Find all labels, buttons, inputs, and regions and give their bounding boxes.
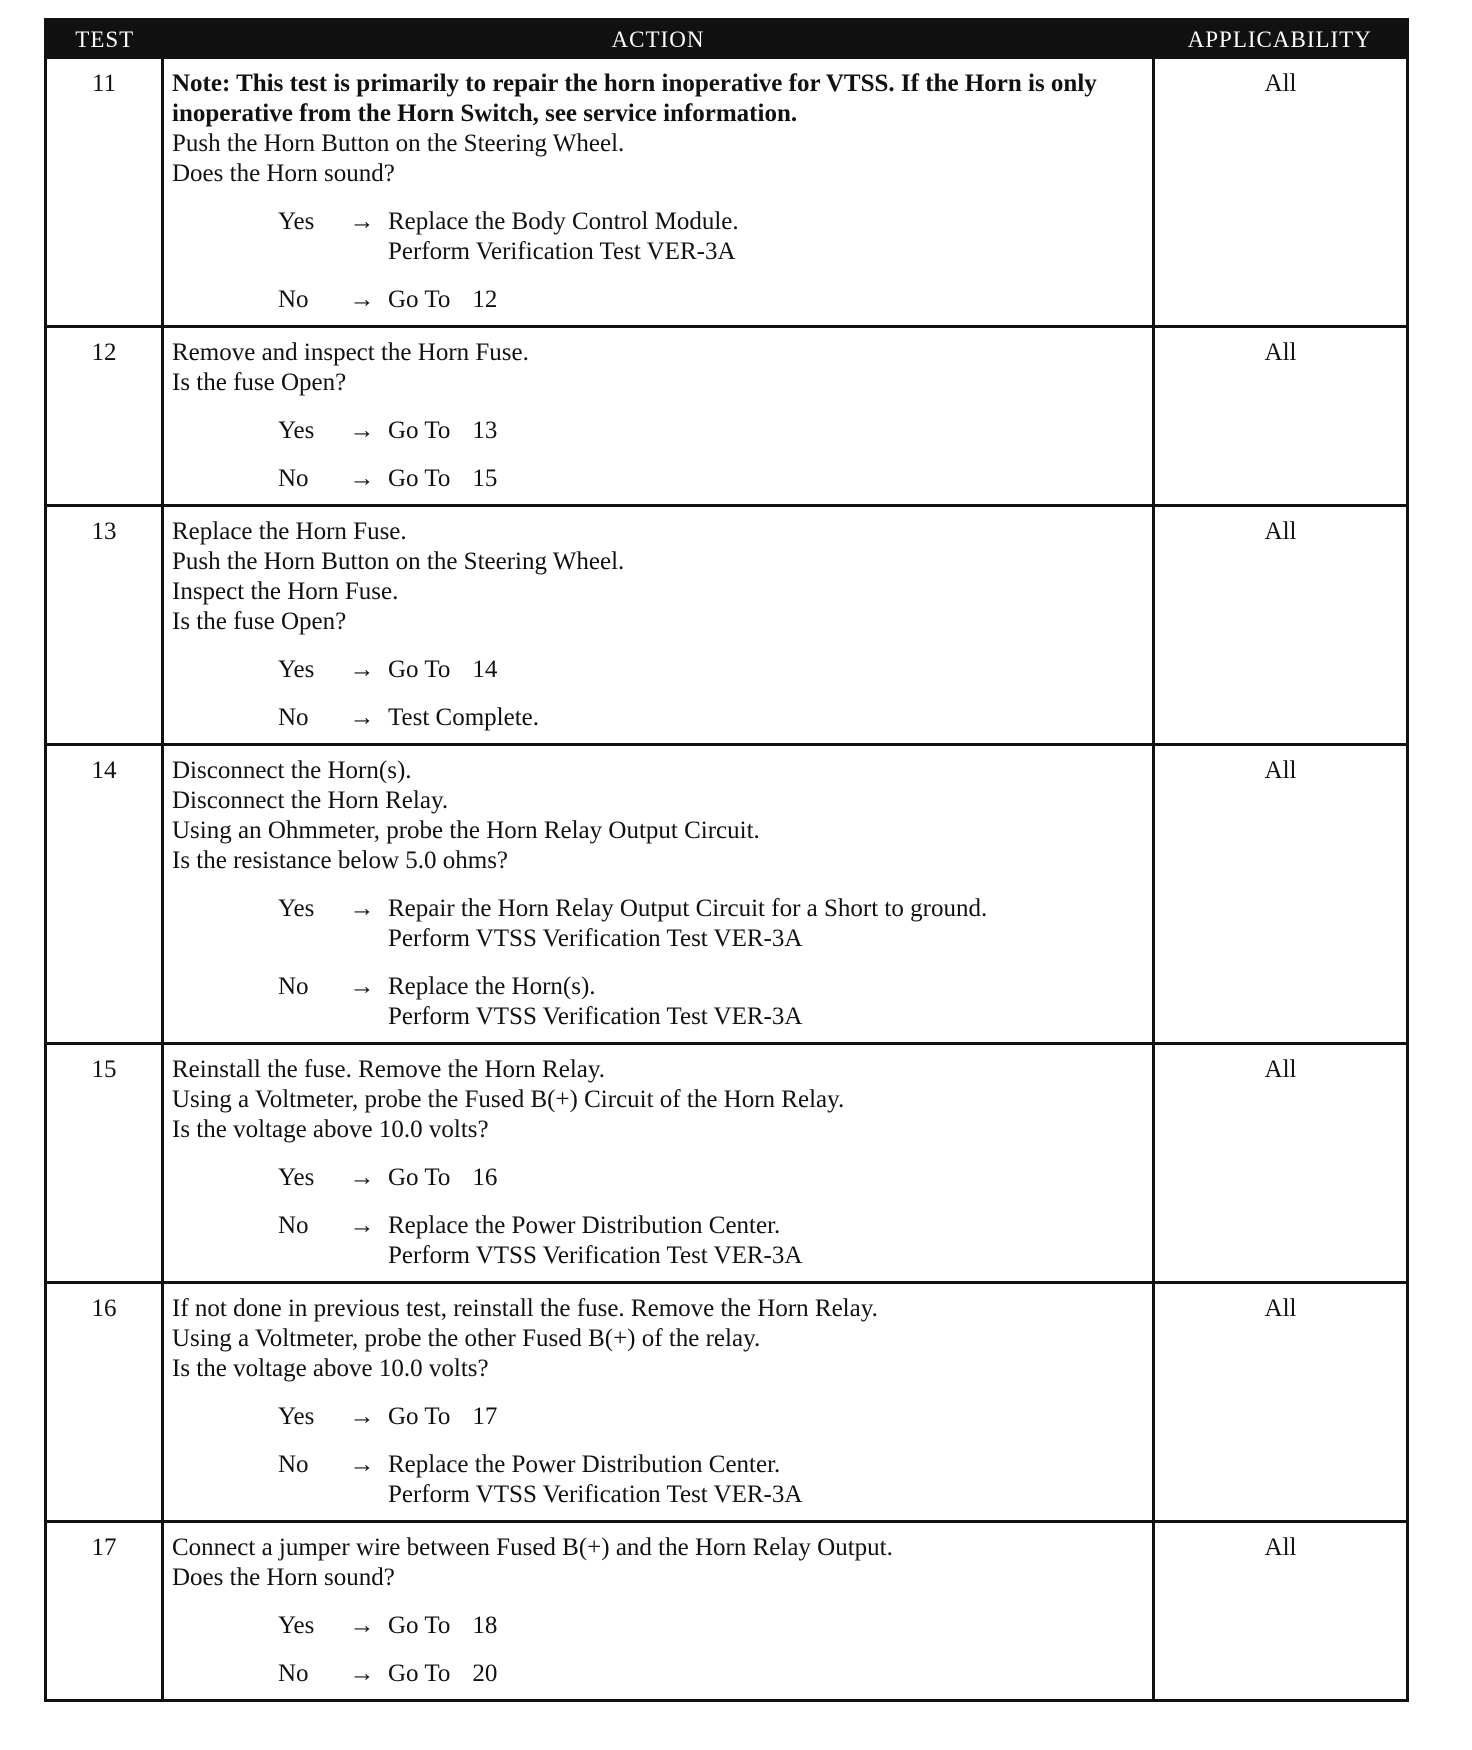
result-line: Test Complete. [388, 704, 540, 731]
arrow-icon: → [349, 1451, 375, 1478]
result-line: Replace the Power Distribution Center. [388, 1451, 781, 1478]
instruction-line: Connect a jumper wire between Fused B(+) and the Horn Relay Output. [172, 1534, 893, 1561]
applicability-cell: All [1154, 327, 1408, 506]
instruction-line: Does the Horn sound? [172, 160, 395, 187]
diagnostic-table [44, 18, 1409, 1702]
test-number: 11 [46, 59, 163, 327]
table-row [46, 1522, 1408, 1701]
yes-outcome [278, 894, 1146, 954]
goto-text: Go To [388, 417, 451, 444]
result-line: Perform Verification Test VER-3A [388, 238, 736, 265]
no-outcome [278, 1450, 1146, 1510]
goto-line [388, 464, 497, 494]
goto-text: Go To [388, 286, 451, 313]
instruction-line: Push the Horn Button on the Steering Wheel. [172, 548, 625, 575]
arrow-icon: → [349, 1212, 375, 1239]
no-outcome [278, 464, 1146, 494]
header-applicability: APPLICABILITY [1154, 20, 1408, 60]
result-line: Replace the Power Distribution Center. [388, 1212, 781, 1239]
no-result [388, 285, 497, 315]
arrow-icon: → [349, 704, 375, 731]
yes-result [388, 1163, 497, 1193]
yes-result [388, 207, 739, 267]
no-label: No [278, 1212, 309, 1239]
yes-result [388, 1611, 497, 1641]
table-row [46, 1283, 1408, 1522]
yes-label: Yes [278, 1164, 315, 1191]
goto-text: Go To [388, 1403, 451, 1430]
no-label: No [278, 465, 309, 492]
goto-line [388, 1163, 497, 1193]
no-result [388, 1211, 802, 1271]
table-row [46, 745, 1408, 1044]
action-cell [163, 1522, 1154, 1701]
no-label: No [278, 286, 309, 313]
instruction-line: Using an Ohmmeter, probe the Horn Relay Output Circuit. [172, 817, 760, 844]
goto-target: 16 [472, 1164, 498, 1191]
no-result [388, 1450, 802, 1510]
arrow-icon: → [349, 1403, 375, 1430]
goto-line [388, 1611, 497, 1641]
test-number: 17 [46, 1522, 163, 1701]
instruction-line: Inspect the Horn Fuse. [172, 578, 399, 605]
table-row [46, 59, 1408, 327]
no-outcome [278, 703, 1146, 733]
applicability-cell: All [1154, 59, 1408, 327]
goto-target: 14 [472, 656, 498, 683]
arrow-icon: → [349, 656, 375, 683]
goto-line [388, 1659, 497, 1689]
no-label: No [278, 973, 309, 1000]
applicability-cell: All [1154, 1283, 1408, 1522]
result-line: Perform VTSS Verification Test VER-3A [388, 1003, 803, 1030]
goto-text: Go To [388, 1612, 451, 1639]
action-cell [163, 327, 1154, 506]
no-outcome [278, 1659, 1146, 1689]
table-body [46, 59, 1408, 1701]
test-number: 15 [46, 1044, 163, 1283]
goto-target: 17 [472, 1403, 498, 1430]
instruction-line: Is the voltage above 10.0 volts? [172, 1116, 489, 1143]
instruction-line: Push the Horn Button on the Steering Wheel. [172, 130, 625, 157]
header-test: TEST [46, 20, 163, 60]
yes-result [388, 655, 497, 685]
no-label: No [278, 1660, 309, 1687]
diagnostic-page [44, 18, 1406, 1702]
no-result [388, 464, 497, 494]
action-cell [163, 745, 1154, 1044]
instruction-line: Reinstall the fuse. Remove the Horn Relay. [172, 1056, 605, 1083]
arrow-icon: → [349, 286, 375, 313]
yes-label: Yes [278, 417, 315, 444]
arrow-icon: → [349, 973, 375, 1000]
test-number: 16 [46, 1283, 163, 1522]
table-row [46, 1044, 1408, 1283]
table-row [46, 327, 1408, 506]
yes-outcome [278, 207, 1146, 267]
goto-target: 15 [472, 465, 498, 492]
test-number: 13 [46, 506, 163, 745]
goto-text: Go To [388, 1164, 451, 1191]
result-line: Replace the Horn(s). [388, 973, 596, 1000]
applicability-cell: All [1154, 745, 1408, 1044]
result-line: Replace the Body Control Module. [388, 208, 739, 235]
instruction-line: Using a Voltmeter, probe the Fused B(+) Circuit of the Horn Relay. [172, 1086, 845, 1113]
instruction-line: Is the resistance below 5.0 ohms? [172, 847, 509, 874]
yes-result [388, 894, 987, 954]
no-result [388, 1659, 497, 1689]
result-line: Repair the Horn Relay Output Circuit for a Short to ground. [388, 895, 988, 922]
result-line: Perform VTSS Verification Test VER-3A [388, 1481, 803, 1508]
no-outcome [278, 1211, 1146, 1271]
yes-outcome [278, 655, 1146, 685]
action-cell [163, 1283, 1154, 1522]
instruction-line: Disconnect the Horn(s). [172, 757, 412, 784]
goto-target: 13 [472, 417, 498, 444]
goto-target: 20 [472, 1660, 498, 1687]
action-cell [163, 506, 1154, 745]
instruction-line: Remove and inspect the Horn Fuse. [172, 339, 529, 366]
arrow-icon: → [349, 895, 375, 922]
yes-result [388, 416, 497, 446]
no-label: No [278, 1451, 309, 1478]
result-line: Perform VTSS Verification Test VER-3A [388, 925, 803, 952]
instruction-line: Does the Horn sound? [172, 1564, 395, 1591]
arrow-icon: → [349, 417, 375, 444]
yes-label: Yes [278, 208, 315, 235]
applicability-cell: All [1154, 1522, 1408, 1701]
arrow-icon: → [349, 1660, 375, 1687]
instruction-line: Replace the Horn Fuse. [172, 518, 407, 545]
arrow-icon: → [349, 465, 375, 492]
table-row [46, 506, 1408, 745]
goto-line [388, 655, 497, 685]
goto-line [388, 1402, 497, 1432]
yes-label: Yes [278, 656, 315, 683]
no-outcome [278, 285, 1146, 315]
test-number: 14 [46, 745, 163, 1044]
action-cell [163, 1044, 1154, 1283]
goto-target: 18 [472, 1612, 498, 1639]
yes-label: Yes [278, 895, 315, 922]
instruction-line: If not done in previous test, reinstall the fuse. Remove the Horn Relay. [172, 1295, 878, 1322]
yes-result [388, 1402, 497, 1432]
goto-text: Go To [388, 656, 451, 683]
instruction-line: Is the fuse Open? [172, 608, 347, 635]
yes-outcome [278, 1611, 1146, 1641]
yes-label: Yes [278, 1612, 315, 1639]
instruction-line: Using a Voltmeter, probe the other Fused B(+) of the relay. [172, 1325, 761, 1352]
goto-line [388, 285, 497, 315]
action-cell [163, 59, 1154, 327]
test-number: 12 [46, 327, 163, 506]
arrow-icon: → [349, 1612, 375, 1639]
arrow-icon: → [349, 208, 375, 235]
note-text: Note: This test is primarily to repair the horn inoperative for VTSS. If the Horn is only inoperative from the Horn Switch, see service information. [172, 70, 1097, 127]
header-action: ACTION [163, 20, 1154, 60]
yes-label: Yes [278, 1403, 315, 1430]
goto-line [388, 416, 497, 446]
yes-outcome [278, 1402, 1146, 1432]
no-result [388, 703, 539, 733]
no-result [388, 972, 802, 1032]
yes-outcome [278, 416, 1146, 446]
applicability-cell: All [1154, 506, 1408, 745]
no-outcome [278, 972, 1146, 1032]
result-line: Perform VTSS Verification Test VER-3A [388, 1242, 803, 1269]
yes-outcome [278, 1163, 1146, 1193]
arrow-icon: → [349, 1164, 375, 1191]
instruction-line: Is the fuse Open? [172, 369, 347, 396]
goto-text: Go To [388, 1660, 451, 1687]
no-label: No [278, 704, 309, 731]
goto-text: Go To [388, 465, 451, 492]
table-header [46, 20, 1408, 60]
instruction-line: Is the voltage above 10.0 volts? [172, 1355, 489, 1382]
goto-target: 12 [472, 286, 498, 313]
applicability-cell: All [1154, 1044, 1408, 1283]
instruction-line: Disconnect the Horn Relay. [172, 787, 449, 814]
